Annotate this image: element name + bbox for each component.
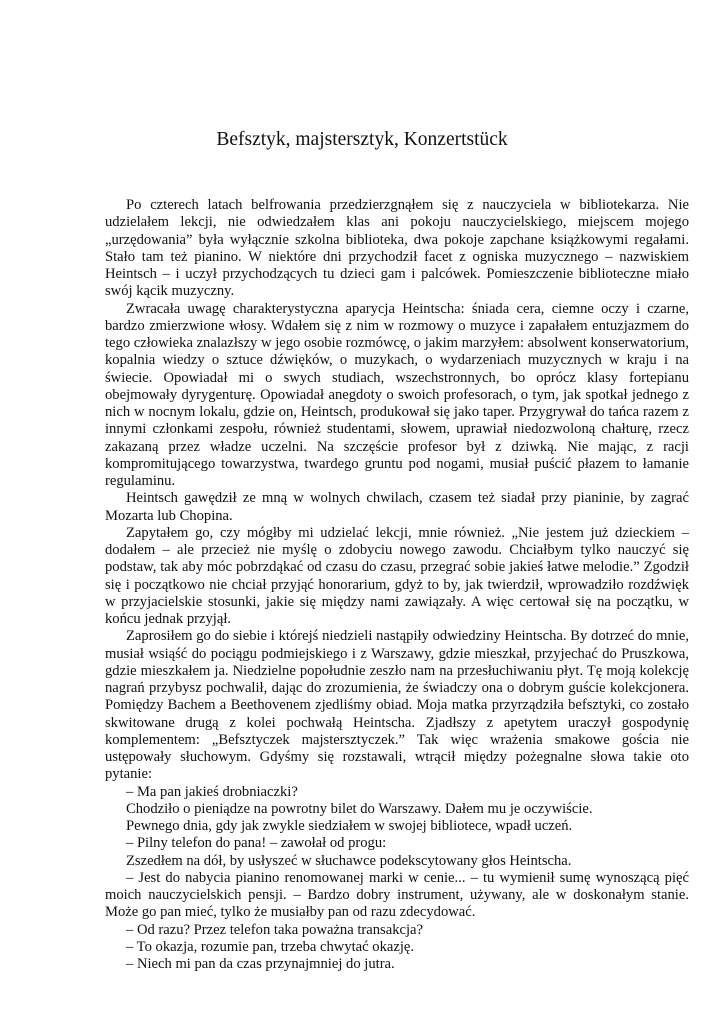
- dialogue-line: – Od razu? Przez telefon taka poważna transakcja?: [126, 921, 423, 938]
- dialogue-line: – Niech mi pan da czas przynajmniej do jutra.: [126, 956, 395, 972]
- dialogue-line: – Jest do nabycia pianino renomowanej marki w cenie... – tu wymienił sumę wynoszącą pięć moich nauczycielskich pensji. – Bardzo dobry instrument, używany, ale w doskonałym stanie. Może go pan mieć, tylko że musiałby pan od razu zdecydować.: [105, 869, 689, 921]
- dialogue-line: – Pilny telefon do pana! – zawołał od progu:: [126, 835, 387, 852]
- paragraph: Po czterech latach belfrowania przedzierzgnąłem się z nauczyciela w bibliotekarza. Nie udzielałem lekcji, nie odwiedzałem klas ani pokoju nauczycielskiego, miejscem mojego „urzędowania” była wyłącznie szkolna biblioteka, dwa pokoje zapchane książkowymi regałami. Stało tam też pianino. W niektóre dni przychodził facet z ogniska muzycznego – nazwiskiem Heintsch – i uczył przychodzących tu dzieci gam i palcówek. Pomieszczenie biblioteczne miało swój kącik muzyczny.: [105, 197, 689, 300]
- paragraph: Zapytałem go, czy mógłby mi udzielać lekcji, mnie również. „Nie jestem już dzieckiem – dodałem – ale przecież nie myślę o zdobyciu nowego zawodu. Chciałbym tylko nauczyć się podstaw, tak aby móc pobrzdąkać od czasu do czasu, przegrać sobie jakieś łatwe melodie.” Zgodził się i początkowo nie chciał przyjąć honorarium, gdyż to by, jak twierdził, wprowadziło rozdźwięk w przyjacielskie stosunki, jakie się między nami zawiązały. A więc certował się na początku, w końcu jednak przyjął.: [105, 524, 689, 627]
- document-body: [105, 197, 689, 973]
- paragraph: Zaprosiłem go do siebie i którejś niedzieli nastąpiły odwiedziny Heintscha. By dotrzeć do mnie, musiał wsiąść do pociągu podmiejskiego i z Warszawy, gdzie mieszkał, przyjechać do Pruszkowa, gdzie mieszkałem ja. Niedzielne popołudnie zeszło nam na przesłuchiwaniu płyt. Tę moją kolekcję nagrań przybysz pochwalił, dając do zrozumienia, że świadczy ona o dobrym guście kolekcjonera. Pomiędzy Bachem a Beethovenem zjedliśmy obiad. Moja matka przyrządziła befsztyki, co zostało skwitowane drugą z kolei pochwałą Heintscha. Zjadłszy z apetytem uraczył gospodynię komplementem: „Befsztyczek majstersztyczek.” Tak więc wrażenia smakowe gościa nie ustępowały słuchowym. Gdyśmy się rozstawali, wtrącił między pożegnalne słowa takie oto pytanie:: [105, 628, 689, 783]
- paragraph: Pewnego dnia, gdy jak zwykle siedziałem w swojej bibliotece, wpadł uczeń.: [126, 818, 573, 834]
- paragraph: Zwracała uwagę charakterystyczna aparycja Heintscha: śniada cera, ciemne oczy i czarne, bardzo zmierzwione włosy. Wdałem się z nim w rozmowy o muzyce i zapałałem entuzjazmem do tego człowieka znalazłszy w jego osobie rozmówcę, o jakim marzyłem: absolwent konserwatorium, kopalnia wiedzy o sztuce dźwięków, o muzykach, o wydarzeniach muzycznych w kraju i na świecie. Opowiadał mi o swych studiach, wszechstronnych, bo oprócz klasy fortepianu obejmowały dyrygenturę. Opowiadał anegdoty o swoich profesorach, o tym, jak spotkał jednego z nich w nocnym lokalu, gdzie on, Heintsch, produkował się jako taper. Przygrywał do tańca razem z innymi członkami zespołu, również studentami, słowem, uprawiał niedozwoloną chałturę, rzecz zakazaną przez władze uczelni. Na szczęście profesor był z dziwką. Nie mając, z racji kompromitującego towarzystwa, twardego gruntu pod nogami, musiał puścić płazem to łamanie regulaminu.: [105, 300, 689, 489]
- paragraph: Chodziło o pieniądze na powrotny bilet do Warszawy. Dałem mu je oczywiście.: [126, 800, 593, 817]
- dialogue-line: – To okazja, rozumie pan, trzeba chwytać okazję.: [126, 938, 415, 955]
- paragraph: Zszedłem na dół, by usłyszeć w słuchawce podekscytowany głos Heintscha.: [126, 852, 572, 869]
- paragraph: Heintsch gawędził ze mną w wolnych chwilach, czasem też siadał przy pianinie, by zagrać Mozarta lub Chopina.: [105, 490, 689, 524]
- document-title: Befsztyk, majstersztyk, Konzertstück: [216, 129, 508, 150]
- dialogue-line: – Ma pan jakieś drobniaczki?: [126, 783, 298, 800]
